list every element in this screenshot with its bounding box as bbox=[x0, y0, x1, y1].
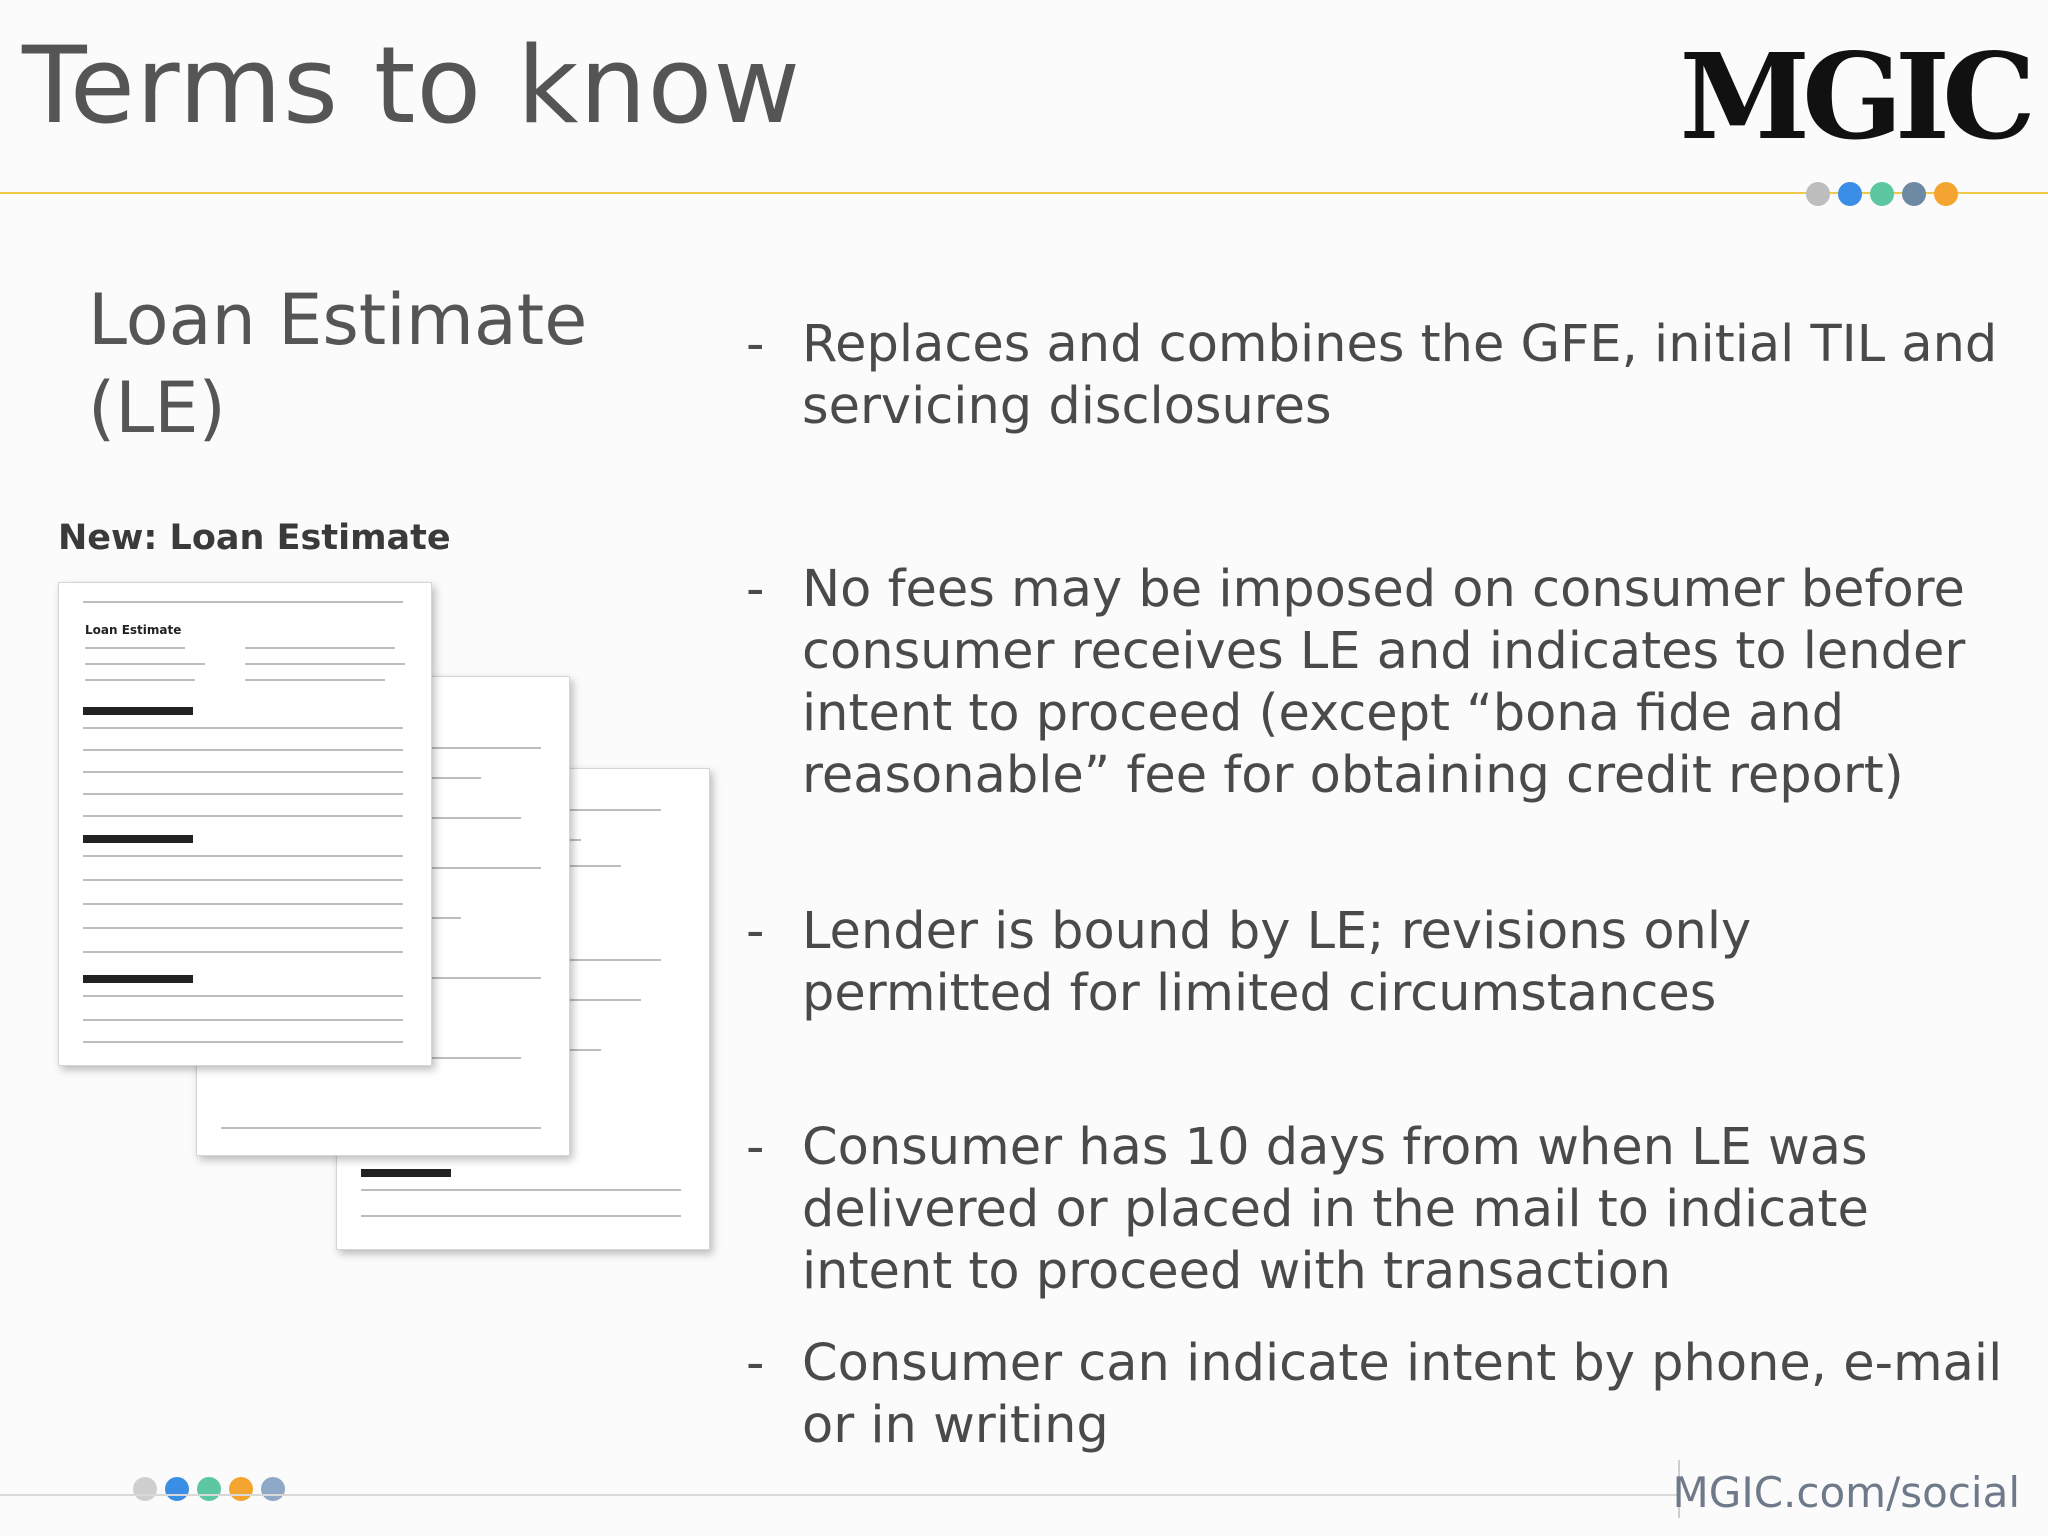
decorative-dot bbox=[1934, 182, 1958, 206]
header-rule bbox=[0, 192, 2048, 194]
decorative-dot bbox=[1902, 182, 1926, 206]
mgic-logo: MGIC bbox=[1679, 27, 2028, 166]
decorative-dot bbox=[165, 1477, 189, 1501]
decorative-dot bbox=[133, 1477, 157, 1501]
bullet-item: - Consumer can indicate intent by phone, e-mail or in writing bbox=[746, 1334, 2003, 1455]
footer-dots bbox=[133, 1477, 285, 1501]
bullet-item: - Replaces and combines the GFE, initial TIL and servicing disclosures bbox=[746, 315, 1998, 436]
decorative-dot bbox=[1806, 182, 1830, 206]
loan-estimate-page-1 bbox=[58, 582, 432, 1066]
decorative-dot bbox=[1870, 182, 1894, 206]
slide-title: Terms to know bbox=[22, 24, 802, 147]
left-heading: Loan Estimate (LE) bbox=[88, 279, 588, 449]
bullet-item: - Lender is bound by LE; revisions only permitted for limited circumstances bbox=[746, 902, 1752, 1023]
decorative-dot bbox=[261, 1477, 285, 1501]
decorative-dot bbox=[1838, 182, 1862, 206]
loan-estimate-preview-title: New: Loan Estimate bbox=[58, 518, 451, 558]
bullet-item: - Consumer has 10 days from when LE was delivered or placed in the mail to indicate intent to proceed with transaction bbox=[746, 1118, 1869, 1301]
decorative-dot bbox=[229, 1477, 253, 1501]
bullet-item: - No fees may be imposed on consumer before consumer receives LE and indicates to lender intent to proceed (except “bona fide and reasonable” fee for obtaining credit report) bbox=[746, 560, 1966, 805]
social-link[interactable]: MGIC.com/social bbox=[1672, 1468, 2020, 1517]
decorative-dot bbox=[197, 1477, 221, 1501]
loan-estimate-doc-heading: Loan Estimate bbox=[85, 623, 182, 637]
footer-rule bbox=[0, 1494, 1678, 1496]
header-dots bbox=[1806, 182, 1958, 206]
